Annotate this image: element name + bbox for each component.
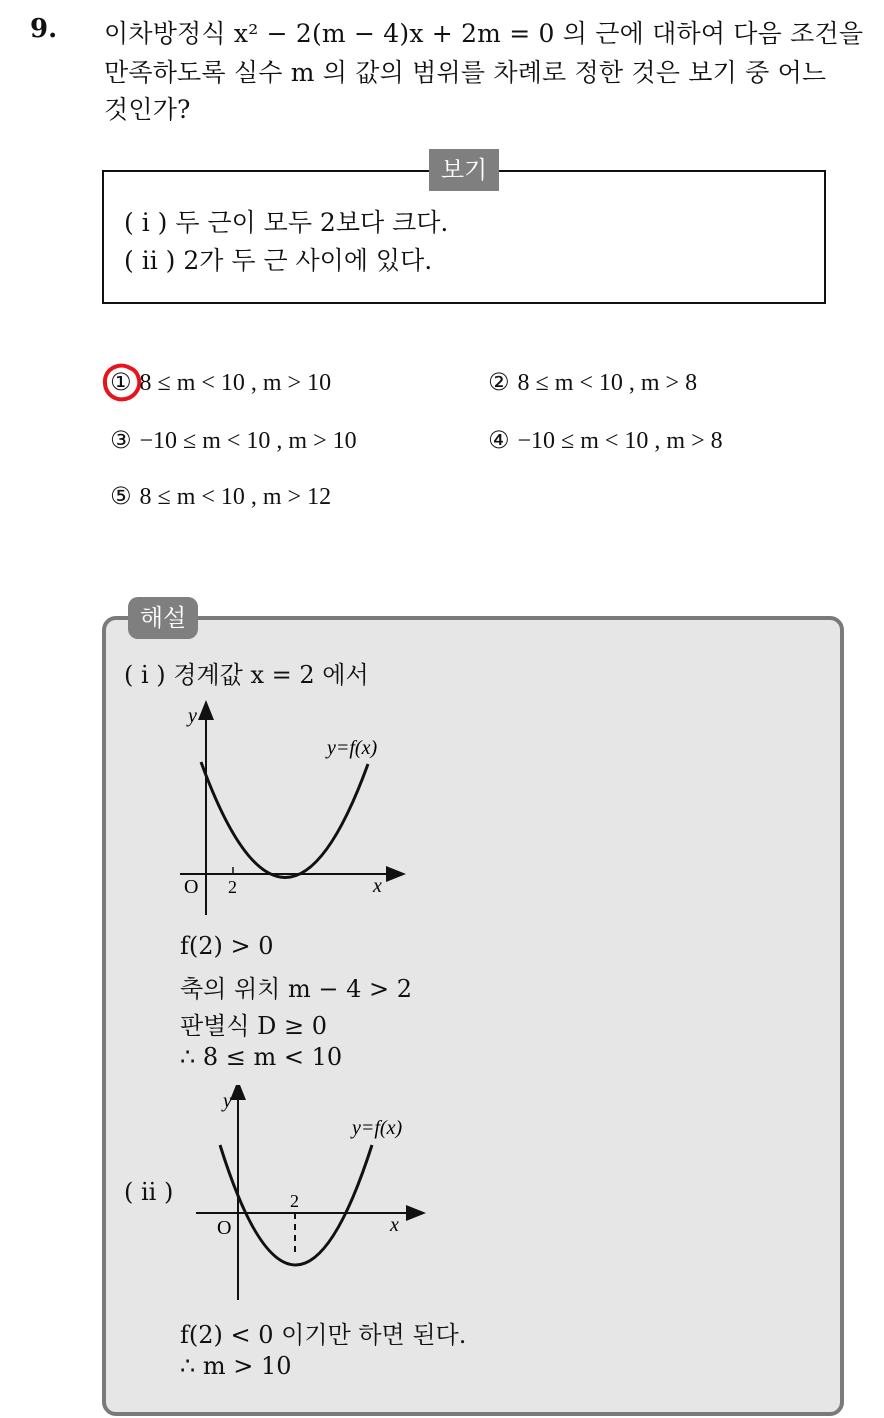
choice-5-text: 8 ≤ m < 10 , m > 12 [139,484,332,510]
choice-3-text: −10 ≤ m < 10 , m > 10 [139,428,357,454]
graph-part1 [170,700,410,920]
question-number: 9. [30,14,58,44]
choice-1-number: ① [110,368,132,396]
solution-part2-line2: ∴ m > 10 [180,1352,292,1380]
conditions-box-label: 보기 [429,149,499,191]
solution-part1-line4: ∴ 8 ≤ m < 10 [180,1043,343,1071]
graph1-origin-label: O [184,876,199,898]
graph1-curve-label: y=f(x) [327,737,378,759]
solution-part1-line1: f(2) > 0 [180,932,274,960]
question-text-line2: 만족하도록 실수 m 의 값의 범위를 차례로 정한 것은 보기 중 어느 [104,58,827,87]
graph1-tick-label: 2 [228,877,237,897]
choice-2-text: 8 ≤ m < 10 , m > 8 [517,370,698,396]
choice-1-text: 8 ≤ m < 10 , m > 10 [139,370,332,396]
solution-label: 해설 [128,597,198,639]
choice-1[interactable] [110,368,331,397]
choice-5-number: ⑤ [110,482,132,510]
graph-part2 [190,1085,430,1305]
choice-5[interactable] [110,482,331,511]
choice-2-number: ② [488,368,510,396]
graph2-origin-label: O [217,1217,232,1239]
choice-3[interactable] [110,426,357,455]
solution-part2-heading: ( ii ) [124,1178,174,1206]
choice-3-number: ③ [110,426,132,454]
choice-4[interactable] [488,426,723,455]
graph1-y-label: y [188,705,197,727]
graph2-curve-label: y=f(x) [352,1117,403,1139]
question-text-line1: 이차방정식 x² − 2(m − 4)x + 2m = 0 의 근에 대하여 다음 조건을 [104,19,864,48]
solution-part1-line2: 축의 위치 m − 4 > 2 [180,975,413,1003]
question-text-line3: 것인가? [104,95,191,124]
graph1-x-label: x [373,875,382,897]
graph2-y-label: y [223,1090,232,1112]
solution-part1-heading: ( i ) 경계값 x = 2 에서 [124,661,369,689]
graph2-tick-label: 2 [290,1191,299,1211]
graph1-curve [201,762,368,878]
solution-part1-line3: 판별식 D ≥ 0 [180,1012,328,1040]
choice-2[interactable] [488,368,697,397]
choice-4-number: ④ [488,426,510,454]
condition-2: ( ii ) 2가 두 근 사이에 있다. [124,246,433,275]
graph2-x-label: x [390,1214,399,1236]
choice-4-text: −10 ≤ m < 10 , m > 8 [517,428,723,454]
condition-1: ( i ) 두 근이 모두 2보다 크다. [124,208,449,237]
solution-part2-line1: f(2) < 0 이기만 하면 된다. [180,1321,467,1349]
